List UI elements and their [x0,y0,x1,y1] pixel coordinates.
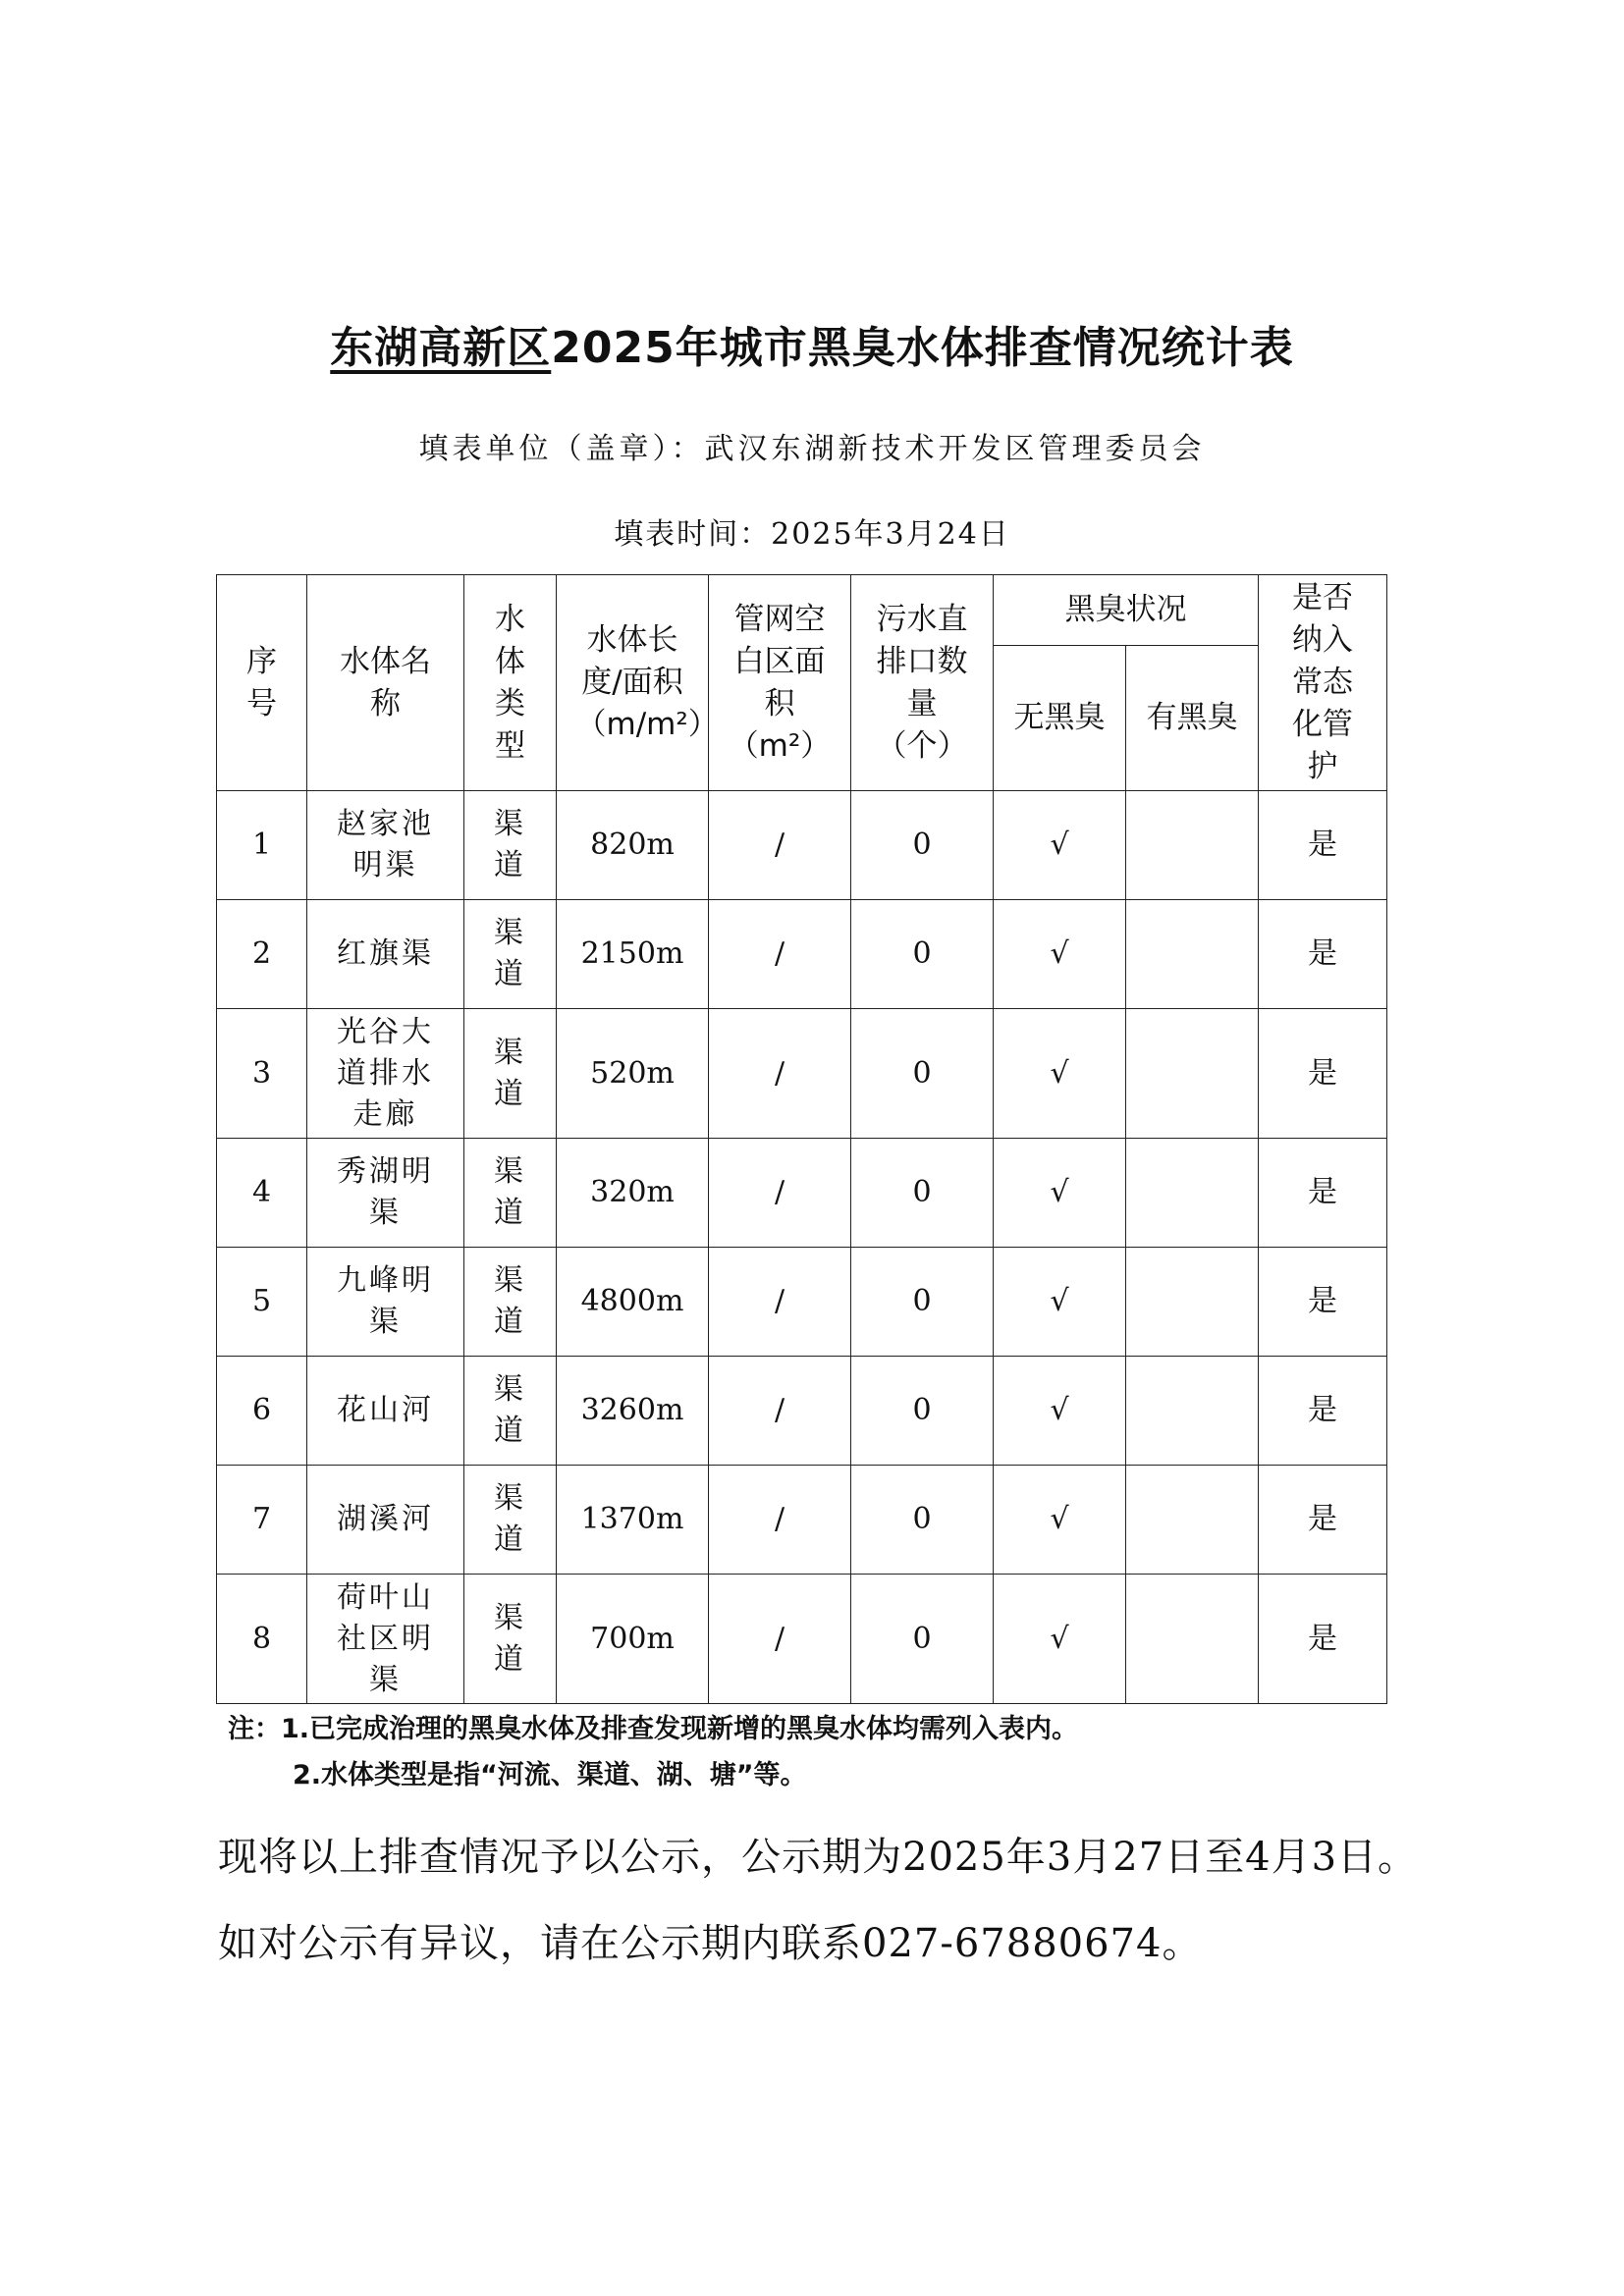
cell-black [1126,1009,1259,1139]
cell-name: 荷叶山社区明渠 [307,1575,464,1704]
table-notes [228,1706,1078,1798]
cell-name: 光谷大道排水走廊 [307,1009,464,1139]
table-row [217,1009,1387,1139]
cell-black [1126,1139,1259,1248]
header-black: 有黑臭 [1126,646,1259,791]
cell-size: 320m [557,1139,709,1248]
cell-not-black: √ [994,1139,1126,1248]
cell-no: 7 [217,1466,307,1575]
cell-regular-care: 是 [1259,1009,1387,1139]
title-district: 东湖高新区 [330,323,552,373]
table-row [217,1357,1387,1466]
cell-regular-care: 是 [1259,1248,1387,1357]
header-type: 水体类型 [464,575,557,791]
cell-black [1126,1357,1259,1466]
cell-not-black: √ [994,791,1126,900]
cell-outlets: 0 [851,1575,994,1704]
cell-gap-area: / [709,1357,851,1466]
note-line-1: 注：1.已完成治理的黑臭水体及排查发现新增的黑臭水体均需列入表内。 [228,1714,1079,1744]
cell-not-black: √ [994,1357,1126,1466]
cell-outlets: 0 [851,1139,994,1248]
cell-not-black: √ [994,1575,1126,1704]
cell-name: 赵家池明渠 [307,791,464,900]
cell-regular-care: 是 [1259,1139,1387,1248]
header-name: 水体名称 [307,575,464,791]
cell-no: 5 [217,1248,307,1357]
cell-outlets: 0 [851,1466,994,1575]
header-black-status: 黑臭状况 [994,575,1259,646]
cell-no: 2 [217,900,307,1009]
cell-name: 秀湖明渠 [307,1139,464,1248]
table-row [217,1248,1387,1357]
cell-not-black: √ [994,1466,1126,1575]
cell-type: 渠道 [464,1466,557,1575]
cell-regular-care: 是 [1259,1575,1387,1704]
fill-unit: 填表单位（盖章）：武汉东湖新技术开发区管理委员会 [418,432,1206,466]
cell-no: 6 [217,1357,307,1466]
cell-no: 1 [217,791,307,900]
cell-type: 渠道 [464,1248,557,1357]
page-title [0,312,1624,375]
table-row [217,1466,1387,1575]
cell-type: 渠道 [464,900,557,1009]
cell-black [1126,900,1259,1009]
header-not-black: 无黑臭 [994,646,1126,791]
cell-no: 4 [217,1139,307,1248]
header-no: 序号 [217,575,307,791]
cell-gap-area: / [709,1248,851,1357]
cell-type: 渠道 [464,1357,557,1466]
header-gap-area: 管网空白区面积（m²） [709,575,851,791]
cell-gap-area: / [709,900,851,1009]
cell-name: 红旗渠 [307,900,464,1009]
cell-regular-care: 是 [1259,1357,1387,1466]
header-regular-care: 是否纳入常态化管护 [1259,575,1387,791]
cell-name: 九峰明渠 [307,1248,464,1357]
title-rest: 2025年城市黑臭水体排查情况统计表 [551,323,1294,373]
table-row [217,900,1387,1009]
cell-black [1126,1248,1259,1357]
cell-size: 520m [557,1009,709,1139]
table-row [217,791,1387,900]
cell-size: 820m [557,791,709,900]
fill-date: 填表时间：2025年3月24日 [614,517,1010,552]
cell-regular-care: 是 [1259,791,1387,900]
cell-no: 8 [217,1575,307,1704]
cell-size: 700m [557,1575,709,1704]
cell-not-black: √ [994,1009,1126,1139]
public-notice: 现将以上排查情况予以公示，公示期为2025年3月27日至4月3日。如对公示有异议，请在公示期内联系027-67880674。 [218,1835,1419,1966]
cell-gap-area: / [709,1466,851,1575]
cell-gap-area: / [709,1139,851,1248]
cell-size: 3260m [557,1357,709,1466]
cell-size: 2150m [557,900,709,1009]
header-size: 水体长度/面积（m/m²） [557,575,709,791]
cell-gap-area: / [709,791,851,900]
table-row [217,1575,1387,1704]
cell-type: 渠道 [464,791,557,900]
cell-black [1126,1575,1259,1704]
cell-size: 4800m [557,1248,709,1357]
cell-black [1126,1466,1259,1575]
cell-gap-area: / [709,1575,851,1704]
cell-size: 1370m [557,1466,709,1575]
cell-not-black: √ [994,900,1126,1009]
survey-table [216,574,1387,1704]
cell-no: 3 [217,1009,307,1139]
header-outlets: 污水直排口数量（个） [851,575,994,791]
cell-outlets: 0 [851,900,994,1009]
cell-outlets: 0 [851,1009,994,1139]
cell-type: 渠道 [464,1575,557,1704]
cell-regular-care: 是 [1259,900,1387,1009]
note-line-2: 2.水体类型是指“河流、渠道、湖、塘”等。 [293,1760,807,1790]
cell-name: 花山河 [307,1357,464,1466]
cell-gap-area: / [709,1009,851,1139]
cell-outlets: 0 [851,791,994,900]
cell-outlets: 0 [851,1248,994,1357]
cell-name: 湖溪河 [307,1466,464,1575]
cell-not-black: √ [994,1248,1126,1357]
table-row [217,1139,1387,1248]
cell-black [1126,791,1259,900]
cell-regular-care: 是 [1259,1466,1387,1575]
cell-outlets: 0 [851,1357,994,1466]
cell-type: 渠道 [464,1009,557,1139]
cell-type: 渠道 [464,1139,557,1248]
